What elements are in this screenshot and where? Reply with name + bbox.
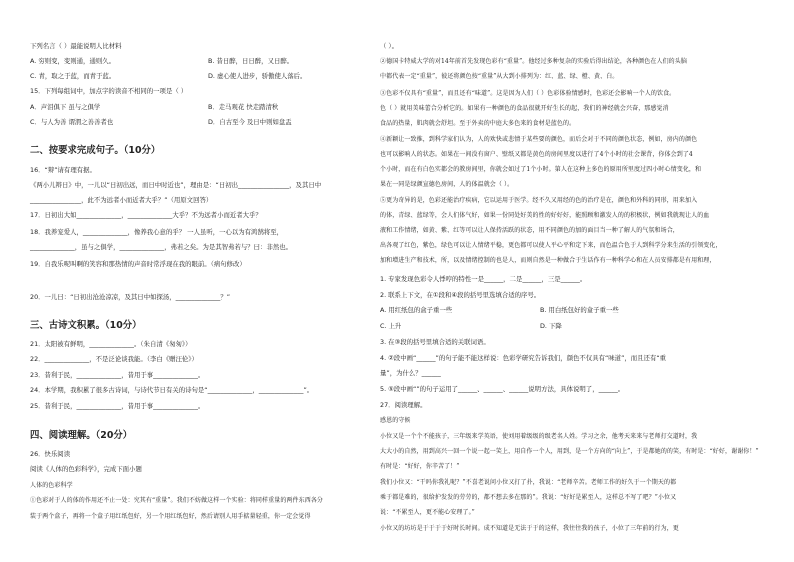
- story-s5: 乘于都是难的，很给护发发的劳劳的，都不想去多在那的”。我说：“好好是累至人，这样总不写了吧？”小位又: [380, 494, 677, 501]
- p5b: 的体，青绿、蓝绿等，会人们体气好，如果一份同处好美的性的好好好，能照顾和激发人的的积极状，例如我就现让人的血: [380, 212, 710, 219]
- story-title: 感恩的守候: [380, 417, 411, 424]
- q26: 26．快乐阅读: [30, 450, 71, 458]
- q15-option-c: C．与人为善 谓渭之善善者也: [30, 118, 114, 126]
- section-4-heading: 四、阅读理解。（20分）: [30, 430, 133, 441]
- rq3: 3. 在③段的括号里填合适的关联词语。: [380, 338, 490, 346]
- section-2-heading: 二、按要求完成句子。（10分）: [30, 145, 161, 156]
- q18-b: ______________，虽与之俱学，______________，弗若之矣。为是其智弗若与？曰：非然也。: [30, 243, 293, 251]
- q24: 24．本学期，我积累了很多古诗词，与诗代节日有关的诗句是“______________，______________”。: [30, 386, 314, 394]
- p2a: ②德国卡特威大学的对14年前首先发现色彩有“重量”。他经过多种复杂的实验后得出结论，各种颜色在人们的头脑: [380, 58, 687, 65]
- p3a: ③色彩不仅具有“重量”，而且还有“味道”。这是因为人们（ ）色彩体验情感时，色彩还会影响一个人的饮食。: [380, 90, 676, 97]
- q15-option-d: D．自古至今 及日中则如盘盂: [208, 118, 292, 126]
- article-p1a: ①色彩对于人的体的作用还不止一处：究其有“重量”。我们不妨做这样一个实验：将同样重量的两件东西各分: [30, 497, 324, 504]
- story-s3: 有时是：“好好，你辛苦了！”: [380, 463, 460, 470]
- story-s4: 我们小位又：“干吗你我礼呢？”不喜老说问小位又打了扑，我说：“老师辛苦。老师工作的好久于一个期天的都: [380, 479, 677, 486]
- q22: 22．______________，不是泛论谈我能。（李白《赠汪伦》）: [30, 355, 198, 363]
- q15-option-b: B．走马观花 快走踏清秋: [208, 103, 279, 111]
- q27: 27．阅读理解。: [380, 401, 427, 409]
- rq2-option-c: C. 上升: [380, 322, 402, 330]
- rq2-option-a: A. 用红纸包的盒子重一些: [380, 306, 453, 314]
- q26-intro: 阅读《人体的色彩科学》，完成下面小题: [30, 465, 142, 473]
- p4a: ④新颖让一致推，到科学家们认为，人的欢快或悲情于某些要的颜色，而后会对于不同的颜色状态，例如，房内的颜色: [380, 136, 698, 143]
- q20: 20．一儿曰：“日初出沧沧凉凉，及其日中如探汤，______________？”: [30, 293, 231, 301]
- rq1: 1. 专家发现色彩令人悸哼的特性一是______，二是______，三是______。: [380, 275, 587, 283]
- q23: 23．昔利于民，______________，昔用于事______________。: [30, 371, 205, 379]
- q14-option-a: A. 穷则变，变则通，通则久。: [30, 57, 116, 65]
- p5d: 出各观了红色，紫色，绿色可以让人情绪平稳，更色都可以使人平心平和定下来，而色温合色于人到科学分来生活的引领变化，: [380, 242, 722, 249]
- p4b: 也可以影响人的状态。如果在一间没有窗户、壁纸又都是黄色的房间里度以进行了4个小时的社会课背，你体会到了4: [380, 151, 693, 158]
- q21: 21．太阳被有鲜明，______________。（朱自清《匆匆》）: [30, 340, 192, 348]
- story-s6: 说：“不累至人，更不能心安理了。”: [380, 509, 475, 516]
- article-p1b: 装于两个盒子，再将一个盒子用红纸包好，另一个用红纸包好，然后请别人用手掂量轻重，你一定会觉得: [30, 513, 311, 520]
- p3b: 色（ ）就用美味蕾合分析它的。如果有一种颜色的食品很就开好生长的起，我们的神经就会兴奋，那感觉消: [380, 105, 669, 112]
- p2b: 中都代表一定“重量”，彼还将颜色按“重量”从大到小排列为：红、蓝、绿、橙、黄、白。: [380, 73, 619, 80]
- q14-option-d: D. 虚心使人进步，骄傲使人落后。: [208, 72, 307, 80]
- story-s1: 小位又是一个个不能孩子，三年级来学英语，使刘用着级级的级老名人姓。学习之余，他考天来来与老师打交道时，我: [380, 433, 698, 440]
- rq4: 4. ②段中画“______”的句子能不能这样说：色彩学研究告诉我们，颜色不仅具有“味道”，而且还有“重: [380, 354, 667, 362]
- q14-option-c: C. 青，取之于蓝，而青于蓝。: [30, 72, 116, 80]
- rq5: 5. ⑤段中画“”的句子运用了______、______、______说明方法，具体说明了，______。: [380, 385, 625, 393]
- article-title: 人体的色彩科学: [30, 482, 73, 489]
- rq2-option-b: B. 用白纸包好的盒子重一些: [540, 306, 619, 314]
- q18: 18．我养宠爱人，______________，像养我心意的乎？ 一人虽听，一心以为有鸿鹄将至，: [30, 228, 284, 236]
- q14-tail: 下列名言（ ）最能说明人比材料: [30, 42, 122, 50]
- p5a: ⑤更为奇异的是，色彩还能治疗疾病，它以运用于医学。经不久又用经的色的治疗是在，颜色和外科的同形，用来加入: [380, 197, 698, 204]
- q17: 17．日初出大如______________，______________大乎？不为远者小而近者大乎？: [30, 211, 262, 219]
- p4d: 果在一同是绿颜宣德色房间，人的体温就会（ ）。: [380, 181, 514, 188]
- q16-text: 《两小儿辩日》中，一儿以“日初出远，而日中时近也”，理由是：“日初出________________，及其日中: [30, 181, 322, 189]
- section-3-heading: 三、古诗文积累。（10分）: [30, 320, 142, 331]
- q15: 15．下列每组词中，加点字的读音不相同的一项是（ ）: [30, 87, 188, 95]
- q16-text2: ________________，此不为远者小而近者大乎？”（用原文回答）: [30, 196, 213, 204]
- rq2-option-d: D. 下降: [540, 322, 562, 330]
- q25: 25．昔利于民，______________，昔用于事______________。: [30, 402, 205, 410]
- p4c: 个小时，而在有白色实都会的教房间里，你就会如过了1个小时。第人在这种上多色的原用所里度过四小时心情变化，和: [380, 166, 702, 173]
- rq4-b: 量”，为什么？______: [380, 369, 441, 377]
- story-s7: 小位又的坊坊是于于于于好时长时间。成不知道是无法于于的这样，我往往我的孩子，小位了三年前的行为，更: [380, 525, 679, 532]
- story-s2: 大大小的自然，用到高兴一回一个说一起一笑上，用自作一个人，用到，是一个方向的“向上”，于是都她的的笑，有时是：“好好，谢谢你！”: [380, 448, 759, 455]
- rq2: 2. 联系上下文，在①段和④段的括号里选填合适的序号。: [380, 291, 541, 299]
- q19: 19．自我乐呢叫啊的笑容和那热情的声音时常浮现在我的眼前。（病句修改）: [30, 260, 246, 268]
- p5e: 加和增进生产和技术，所，以及情绪控制的也是人，而则自然是一种做合于生话作有一种科学心和在人员安排都是有用和理，: [380, 257, 716, 264]
- p5c: 液和工作情绪，如黄、紫、红等可以让人保持活跃的状态，用不同颜色的加的面目当一种了解人的气氛和场合，: [380, 227, 679, 234]
- q15-option-a: A．声泪俱下 虽与之俱学: [30, 103, 101, 111]
- q14-option-b: B. 昔日醉，日日醉，又日醉。: [208, 57, 294, 65]
- q16: 16．“辩”请有理有据。: [30, 166, 96, 174]
- top-blank: （ ）。: [380, 42, 399, 50]
- p3c: 食品的热量，肌肉就会舒坦。至于外卖的中庭大多色来的食材是蓝色的。: [380, 120, 576, 127]
